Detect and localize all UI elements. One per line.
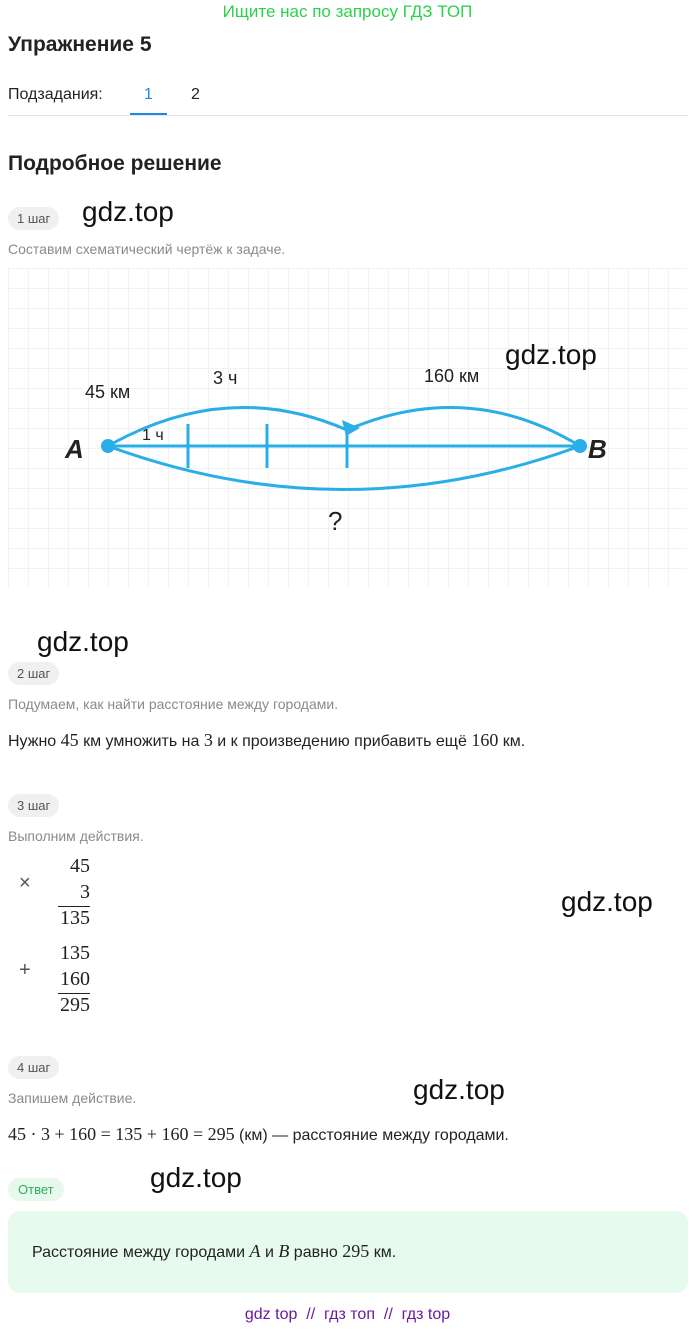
step-4-expression: 45 · 3 + 160 = 135 + 160 = 295 (км) — расстояние между городами. [8, 1124, 509, 1144]
step-badge-1: 1 шаг [8, 207, 59, 230]
multiplication-column [0, 852, 120, 932]
section-title: Подробное решение [8, 152, 222, 175]
label-45km: 45 км [85, 382, 131, 402]
answer-badge: Ответ [8, 1178, 64, 1201]
point-a-dot [101, 439, 115, 453]
calc1-operand-b: 3 [80, 881, 90, 903]
label-160km: 160 км [424, 366, 480, 386]
watermark: gdz.top [561, 886, 653, 917]
tab-subtask-2[interactable]: 2 [191, 86, 200, 103]
step-2-description: Подумаем, как найти расстояние между городами. [8, 696, 339, 712]
watermark: gdz.top [505, 339, 597, 370]
step-badge-2: 2 шаг [8, 662, 59, 685]
plus-sign: + [19, 959, 31, 981]
watermark: gdz.top [150, 1162, 242, 1193]
point-b-dot [573, 439, 587, 453]
step-3-description: Выполним действия. [8, 828, 144, 844]
calc2-result: 295 [60, 994, 90, 1016]
calc2-operand-b: 160 [60, 968, 90, 990]
step-4-description: Запишем действие. [8, 1090, 137, 1106]
step-2-text: Нужно 45 км умножить на 3 и к произведению прибавить ещё 160 км. [8, 730, 526, 750]
watermark: gdz.top [82, 196, 174, 227]
calc1-result: 135 [60, 907, 90, 929]
watermark: gdz.top [37, 626, 129, 657]
step-badge-4: 4 шаг [8, 1056, 59, 1079]
page-title: Упражнение 5 [8, 33, 152, 56]
point-b-label: B [588, 434, 607, 464]
tab-subtask-1[interactable]: 1 [144, 86, 153, 103]
label-3h: 3 ч [213, 368, 238, 388]
watermark: gdz.top [413, 1074, 505, 1105]
step-badge-3: 3 шаг [8, 794, 59, 817]
point-a-label: A [65, 434, 84, 464]
label-1h: 1 ч [142, 427, 164, 444]
divider [8, 115, 688, 116]
step-1-description: Составим схематический чертёж к задаче. [8, 241, 286, 257]
subtasks-label: Подзадания: [8, 86, 103, 103]
footer-links[interactable]: gdz top // гдз топ // гдз top [244, 1306, 451, 1323]
answer-text: Расстояние между городами A и B равно 295 км. [32, 1241, 397, 1261]
scheme-diagram [8, 268, 687, 588]
calc1-operand-a: 45 [70, 855, 90, 877]
multiply-sign: × [19, 872, 31, 894]
search-banner: Ищите нас по запросу ГДЗ ТОП [222, 2, 473, 21]
addition-column [0, 939, 120, 1019]
calc2-operand-a: 135 [60, 942, 90, 964]
label-question: ? [328, 506, 343, 536]
